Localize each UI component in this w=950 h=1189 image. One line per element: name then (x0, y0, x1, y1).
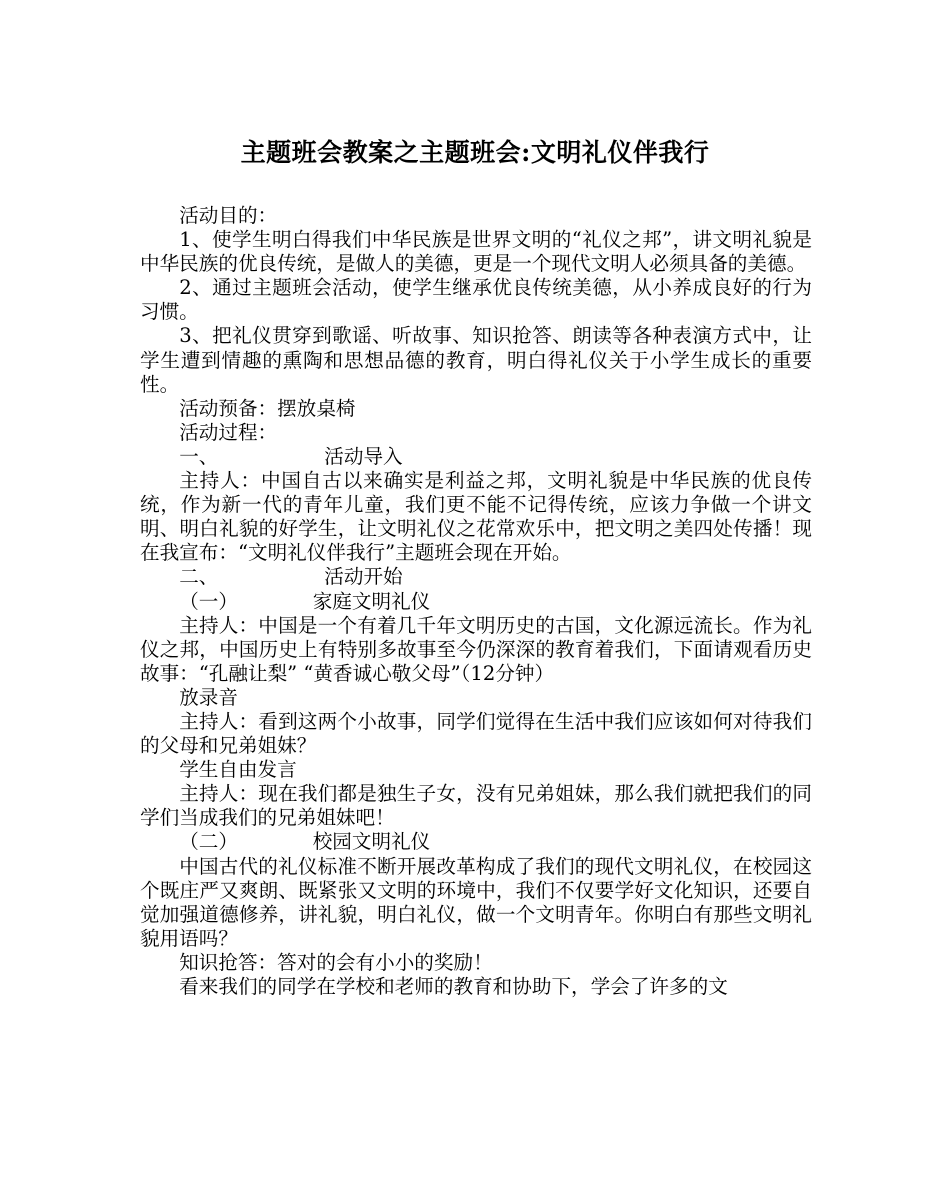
document-title: 主题班会教案之主题班会:文明礼仪伴我行 (240, 138, 710, 167)
paragraph-closing-partial: 看来我们的同学在学校和老师的教育和协助下，学会了许多的文 (179, 975, 728, 998)
paragraph-objective-1: 1、使学生明白得我们中华民族是世界文明的“礼仪之邦”，讲文明礼貌是中华民族的优良传统，是做人的美德，更是一个现代文明人必须具备的美德。 (140, 228, 812, 276)
paragraph-objective-3: 3、把礼仪贯穿到歌谣、听故事、知识抢答、朗读等各种表演方式中，让学生遭到情趣的熏陶和思想品德的教育，明白得礼仪关于小学生成长的重要性。 (140, 324, 812, 396)
paragraph-host-question: 主持人：看到这两个小故事，同学们觉得在生活中我们应该如何对待我们的父母和兄弟姐妹？ (140, 709, 812, 758)
paragraph-play-recording: 放录音 (179, 685, 238, 709)
section-heading-activity-start: 二、 活动开始 (179, 565, 403, 589)
paragraph-host-history: 主持人：中国是一个有着几千年文明历史的古国，文化源远流长。作为礼仪之邦，中国历史上有特别多故事至今仍深深的教育着我们，下面请观看历史故事：“孔融让梨” “黄香诚心敬父母”（12分钟） (140, 613, 812, 685)
paragraph-quiz: 知识抢答：答对的会有小小的奖励！ (179, 950, 493, 974)
paragraph-host-siblings: 主持人：现在我们都是独生子女，没有兄弟姐妹，那么我们就把我们的同学们当成我们的兄弟姐妹吧！ (140, 782, 812, 830)
paragraph-process-heading: 活动过程： (179, 420, 278, 444)
paragraph-objective-2: 2、通过主题班会活动，使学生继承优良传统美德，从小养成良好的行为习惯。 (140, 276, 812, 324)
section-heading-introduction: 一、 活动导入 (179, 444, 403, 468)
paragraph-objective-heading: 活动目的： (179, 204, 278, 227)
subsection-heading-campus-etiquette: （二） 校园文明礼仪 (179, 830, 431, 854)
paragraph-free-speech: 学生自由发言 (179, 758, 297, 782)
paragraph-preparation: 活动预备：摆放桌椅 (179, 396, 356, 420)
document-body (140, 204, 812, 999)
subsection-heading-family-etiquette: （一） 家庭文明礼仪 (179, 589, 431, 613)
paragraph-host-opening: 主持人：中国自古以来确实是利益之邦，文明礼貌是中华民族的优良传统，作为新一代的青年儿童，我们更不能不记得传统，应该力争做一个讲文明、明白礼貌的好学生，让文明礼仪之花常欢乐中，把文明之美四处传播！现在我宣布：“文明礼仪伴我行”主题班会现在开始。 (140, 469, 812, 565)
paragraph-campus-etiquette: 中国古代的礼仪标准不断开展改革构成了我们的现代文明礼仪，在校园这个既庄严又爽朗、既紧张又文明的环境中，我们不仅要学好文化知识，还要自觉加强道德修养，讲礼貌，明白礼仪，做一个文明青年。你明白有那些文明礼貌用语吗？ (140, 854, 812, 950)
